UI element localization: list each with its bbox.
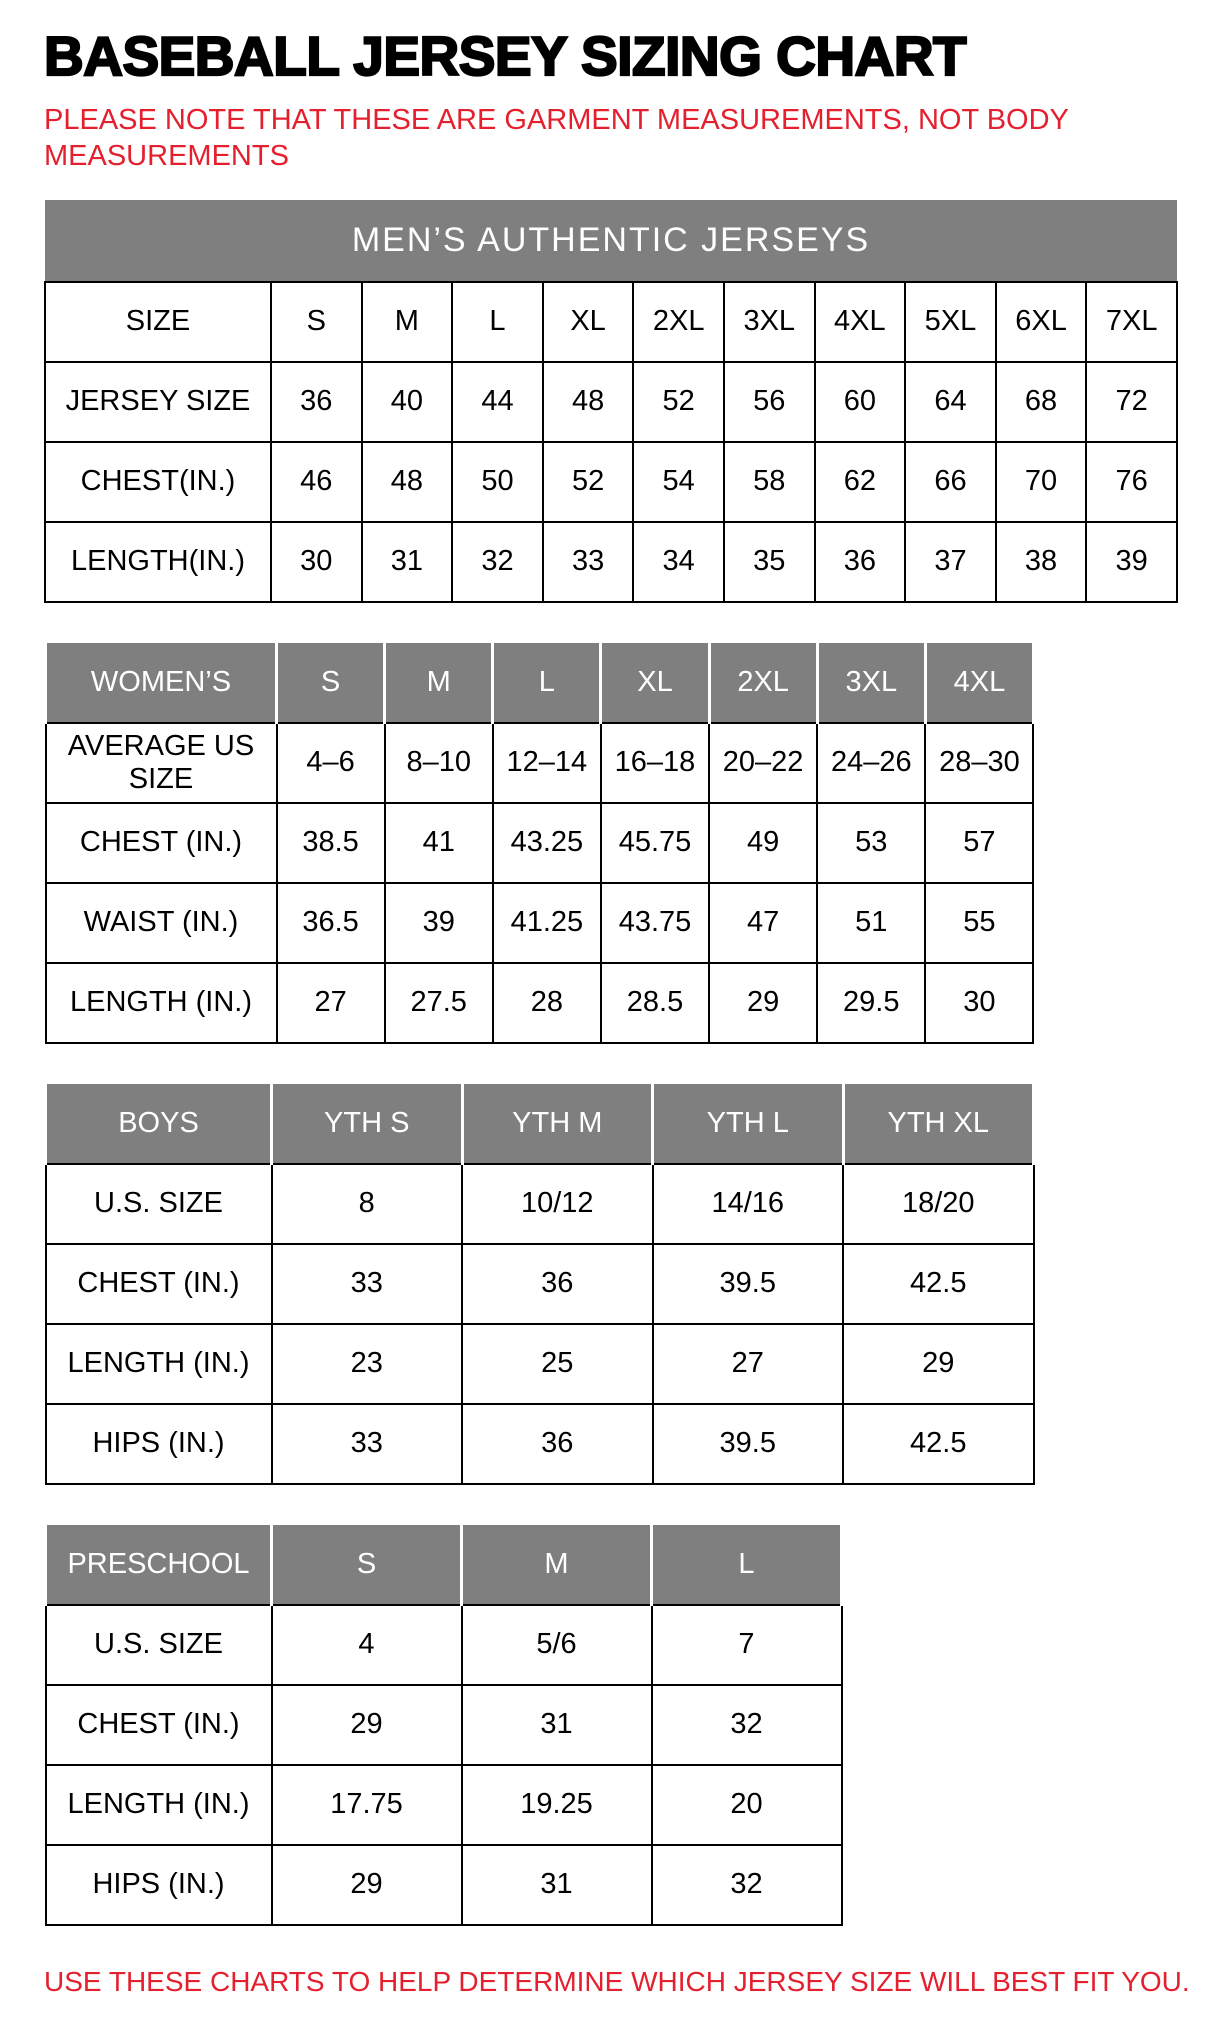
table-cell: 8–10	[385, 723, 493, 803]
row-label: U.S. SIZE	[46, 1605, 272, 1685]
table-cell: 33	[543, 522, 634, 602]
row-label: LENGTH(IN.)	[45, 522, 271, 602]
table-cell: 31	[362, 522, 453, 602]
table-cell: 5XL	[905, 282, 996, 362]
table-cell: 48	[543, 362, 634, 442]
table-cell: 8	[272, 1164, 463, 1244]
mens-authentic-jerseys-table	[44, 200, 1178, 603]
table-cell: 14/16	[653, 1164, 844, 1244]
table-cell: 18/20	[843, 1164, 1034, 1244]
table-cell: 62	[815, 442, 906, 522]
table-cell: 30	[271, 522, 362, 602]
table-cell: 36	[271, 362, 362, 442]
table-cell: 49	[709, 803, 817, 883]
table-cell: 68	[996, 362, 1087, 442]
size-header-cell: 4XL	[925, 643, 1033, 723]
table-cell: 2XL	[633, 282, 724, 362]
table-cell: 32	[652, 1685, 842, 1765]
table-cell: 41.25	[493, 883, 601, 963]
row-label: LENGTH (IN.)	[46, 1765, 272, 1845]
size-header-cell: S	[277, 643, 385, 723]
table-cell: 39.5	[653, 1244, 844, 1324]
table-cell: 3XL	[724, 282, 815, 362]
table-cell: S	[271, 282, 362, 362]
size-header-cell: YTH M	[462, 1084, 653, 1164]
table-cell: 29	[272, 1845, 462, 1925]
table-cell: 39.5	[653, 1404, 844, 1484]
table-cell: 50	[452, 442, 543, 522]
table-cell: 24–26	[817, 723, 925, 803]
table-cell: 48	[362, 442, 453, 522]
table-cell: 17.75	[272, 1765, 462, 1845]
table-cell: 5/6	[462, 1605, 652, 1685]
table-cell: 33	[272, 1244, 463, 1324]
table-cell: 29	[272, 1685, 462, 1765]
table-cell: 4XL	[815, 282, 906, 362]
table-cell: 33	[272, 1404, 463, 1484]
table-cell: 39	[1086, 522, 1177, 602]
table-cell: 32	[652, 1845, 842, 1925]
table-cell: 37	[905, 522, 996, 602]
table-cell: 36.5	[277, 883, 385, 963]
table-cell: 16–18	[601, 723, 709, 803]
table-cell: M	[362, 282, 453, 362]
measurement-note: PLEASE NOTE THAT THESE ARE GARMENT MEASUREMENTS, NOT BODY MEASUREMENTS	[44, 103, 1069, 172]
table-cell: 30	[925, 963, 1033, 1043]
table-cell: 19.25	[462, 1765, 652, 1845]
footer-note: USE THESE CHARTS TO HELP DETERMINE WHICH JERSEY SIZE WILL BEST FIT YOU.	[44, 1966, 1190, 1998]
size-header-cell: M	[462, 1525, 652, 1605]
row-label: SIZE	[45, 282, 271, 362]
size-header-cell: L	[652, 1525, 842, 1605]
table-cell: 58	[724, 442, 815, 522]
row-label: CHEST (IN.)	[46, 1244, 272, 1324]
row-label: CHEST(IN.)	[45, 442, 271, 522]
row-label: LENGTH (IN.)	[46, 1324, 272, 1404]
table-cell: 29.5	[817, 963, 925, 1043]
row-label: CHEST (IN.)	[46, 803, 277, 883]
row-label: HIPS (IN.)	[46, 1845, 272, 1925]
table-cell: 38.5	[277, 803, 385, 883]
table-cell: 70	[996, 442, 1087, 522]
boys-table-section	[44, 1084, 1176, 1485]
table-cell: 31	[462, 1685, 652, 1765]
table-cell: 29	[709, 963, 817, 1043]
table-cell: 27.5	[385, 963, 493, 1043]
size-header-cell: YTH XL	[843, 1084, 1034, 1164]
table-cell: XL	[543, 282, 634, 362]
table-cell: 66	[905, 442, 996, 522]
size-header-cell: YTH S	[272, 1084, 463, 1164]
table-cell: 72	[1086, 362, 1177, 442]
table-cell: 25	[462, 1324, 653, 1404]
table-cell: 38	[996, 522, 1087, 602]
preschool-table-section	[44, 1525, 1176, 1926]
row-label: U.S. SIZE	[46, 1164, 272, 1244]
table-cell: 55	[925, 883, 1033, 963]
row-label: CHEST (IN.)	[46, 1685, 272, 1765]
table-cell: 44	[452, 362, 543, 442]
table-cell: 12–14	[493, 723, 601, 803]
table-title-cell: WOMEN’S	[46, 643, 277, 723]
size-header-cell: 3XL	[817, 643, 925, 723]
womens-table-section	[44, 643, 1176, 1044]
table-cell: 47	[709, 883, 817, 963]
table-cell: 36	[462, 1244, 653, 1324]
row-label: LENGTH (IN.)	[46, 963, 277, 1043]
table-cell: 43.25	[493, 803, 601, 883]
size-header-cell: M	[385, 643, 493, 723]
table-cell: 7	[652, 1605, 842, 1685]
table-cell: 52	[543, 442, 634, 522]
table-cell: 23	[272, 1324, 463, 1404]
table-cell: 53	[817, 803, 925, 883]
table-cell: 28.5	[601, 963, 709, 1043]
table-cell: 60	[815, 362, 906, 442]
row-label: WAIST (IN.)	[46, 883, 277, 963]
table-cell: 31	[462, 1845, 652, 1925]
table-cell: 56	[724, 362, 815, 442]
row-label: JERSEY SIZE	[45, 362, 271, 442]
table-cell: 52	[633, 362, 724, 442]
table-cell: 54	[633, 442, 724, 522]
table-cell: 27	[653, 1324, 844, 1404]
boys-table	[44, 1084, 1035, 1485]
table-cell: 76	[1086, 442, 1177, 522]
table-cell: 34	[633, 522, 724, 602]
size-header-cell: L	[493, 643, 601, 723]
table-cell: 42.5	[843, 1404, 1034, 1484]
mens-authentic-jerseys-title: MEN’S AUTHENTIC JERSEYS	[45, 200, 1177, 282]
preschool-table	[44, 1525, 843, 1926]
row-label: HIPS (IN.)	[46, 1404, 272, 1484]
table-cell: 4	[272, 1605, 462, 1685]
table-cell: 42.5	[843, 1244, 1034, 1324]
page-title: BASEBALL JERSEY SIZING CHART	[44, 25, 967, 87]
table-cell: 4–6	[277, 723, 385, 803]
row-label: AVERAGE US SIZE	[46, 723, 277, 803]
table-cell: 41	[385, 803, 493, 883]
table-cell: 6XL	[996, 282, 1087, 362]
table-cell: 36	[815, 522, 906, 602]
table-cell: 40	[362, 362, 453, 442]
table-cell: 28–30	[925, 723, 1033, 803]
table-cell: 20–22	[709, 723, 817, 803]
table-cell: 7XL	[1086, 282, 1177, 362]
table-cell: 35	[724, 522, 815, 602]
table-cell: 51	[817, 883, 925, 963]
mens-table-section	[44, 200, 1176, 603]
size-header-cell: XL	[601, 643, 709, 723]
table-cell: 10/12	[462, 1164, 653, 1244]
table-cell: 36	[462, 1404, 653, 1484]
womens-table	[44, 643, 1035, 1044]
table-cell: 32	[452, 522, 543, 602]
size-header-cell: YTH L	[653, 1084, 844, 1164]
table-cell: 57	[925, 803, 1033, 883]
table-cell: L	[452, 282, 543, 362]
size-header-cell: S	[272, 1525, 462, 1605]
table-cell: 39	[385, 883, 493, 963]
table-cell: 29	[843, 1324, 1034, 1404]
table-cell: 45.75	[601, 803, 709, 883]
table-cell: 27	[277, 963, 385, 1043]
table-title-cell: PRESCHOOL	[46, 1525, 272, 1605]
table-cell: 20	[652, 1765, 842, 1845]
table-cell: 28	[493, 963, 601, 1043]
table-cell: 43.75	[601, 883, 709, 963]
table-cell: 64	[905, 362, 996, 442]
size-header-cell: 2XL	[709, 643, 817, 723]
table-title-cell: BOYS	[46, 1084, 272, 1164]
table-cell: 46	[271, 442, 362, 522]
